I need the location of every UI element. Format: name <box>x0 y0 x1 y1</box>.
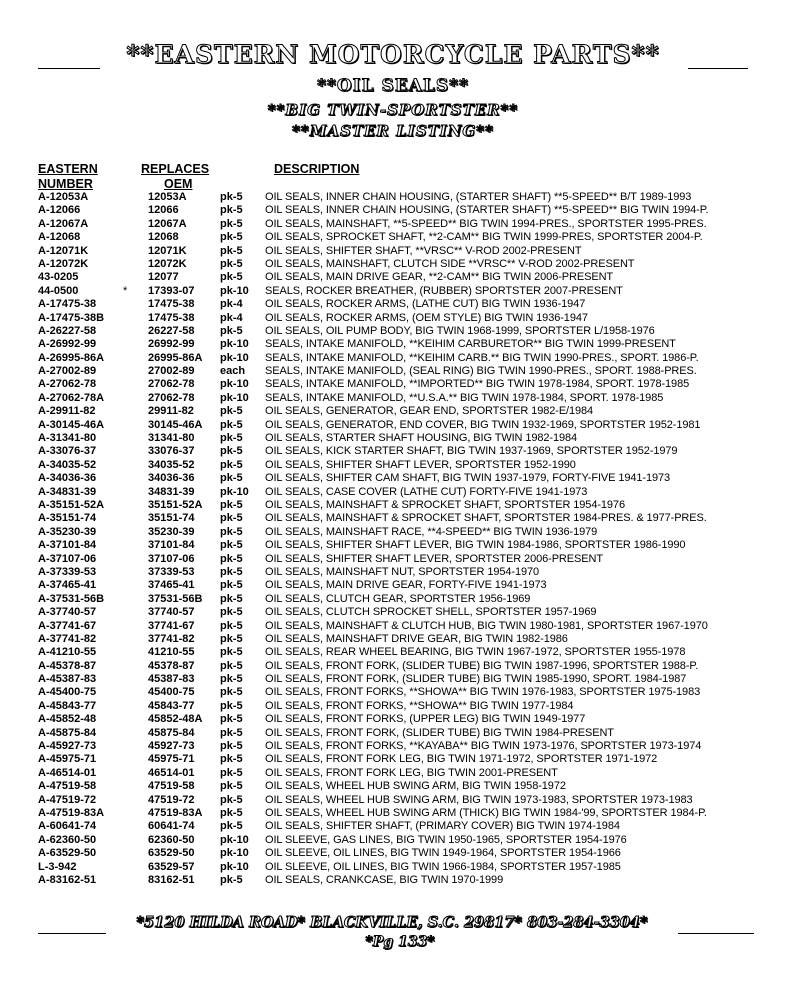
description-cell: OIL SEALS, MAINSHAFT, **5-SPEED** BIG TWIN 1994-PRES., SPORTSTER 1995-PRES. <box>265 217 707 230</box>
description-cell: OIL SEALS, CRANKCASE, BIG TWIN 1970-1999 <box>265 873 504 886</box>
description-cell: OIL SEALS, REAR WHEEL BEARING, BIG TWIN 1967-1972, SPORTSTER 1955-1978 <box>265 646 686 659</box>
eastern-number-cell: A-34831-39 <box>38 485 97 498</box>
pack-size-cell: pk-5 <box>220 445 243 458</box>
eastern-number-cell: A-37741-82 <box>38 632 97 645</box>
description-cell: OIL SEALS, FRONT FORKS, **KAYABA** BIG TWIN 1973-1976, SPORTSTER 1973-1974 <box>265 740 702 753</box>
eastern-number-cell: A-37107-06 <box>38 552 97 565</box>
oem-number-cell: 37101-84 <box>148 539 195 552</box>
eastern-number-cell: A-27002-89 <box>38 365 97 378</box>
pack-size-cell: pk-5 <box>220 498 243 511</box>
pack-size-cell: pk-10 <box>220 351 249 364</box>
oem-number-cell: 26227-58 <box>148 324 195 337</box>
table-row <box>38 271 798 284</box>
oem-number-cell: 30145-46A <box>148 418 203 431</box>
oem-number-cell: 35151-52A <box>148 498 203 511</box>
table-row <box>38 285 798 298</box>
pack-size-cell: pk-5 <box>220 793 243 806</box>
description-cell: OIL SEALS, SHIFTER SHAFT, **VRSC** V-ROD 2002-PRESENT <box>265 244 582 257</box>
eastern-number-cell: A-37465-41 <box>38 579 97 592</box>
table-row <box>38 378 798 391</box>
table-row <box>38 258 798 271</box>
description-cell: OIL SEALS, FRONT FORK, (SLIDER TUBE) BIG TWIN 1987-1996, SPORTSTER 1988-P. <box>265 659 699 672</box>
eastern-number-cell: A-35151-52A <box>38 498 105 511</box>
oem-number-cell: 17393-07 <box>148 284 195 297</box>
eastern-number-cell: A-35230-39 <box>38 525 97 538</box>
pack-size-cell: pk-5 <box>220 806 243 819</box>
pack-size-cell: pk-5 <box>220 432 243 445</box>
pack-size-cell: pk-5 <box>220 699 243 712</box>
eastern-number-cell: A-34036-36 <box>38 472 97 485</box>
description-cell: OIL SLEEVE, GAS LINES, BIG TWIN 1950-1965, SPORTSTER 1954-1976 <box>265 833 627 846</box>
oem-number-cell: 37740-57 <box>148 606 195 619</box>
pack-size-cell: pk-5 <box>220 686 243 699</box>
pack-size-cell: pk-10 <box>220 391 249 404</box>
table-row <box>38 686 798 699</box>
eastern-number-cell: A-45927-73 <box>38 740 97 753</box>
eastern-number-cell: A-45387-83 <box>38 673 97 686</box>
description-cell: OIL SEALS, MAINSHAFT RACE, **4-SPEED** BIG TWIN 1936-1979 <box>265 525 598 538</box>
table-row <box>38 325 798 338</box>
description-cell: OIL SEALS, GENERATOR, END COVER, BIG TWIN 1932-1969, SPORTSTER 1952-1981 <box>265 418 701 431</box>
table-row <box>38 633 798 646</box>
footer-rule-right <box>678 933 754 934</box>
pack-size-cell: pk-5 <box>220 472 243 485</box>
table-row <box>38 392 798 405</box>
description-cell: OIL SEALS, MAINSHAFT & CLUTCH HUB, BIG TWIN 1980-1981, SPORTSTER 1967-1970 <box>265 619 708 632</box>
description-cell: OIL SEALS, ROCKER ARMS, (OEM STYLE) BIG TWIN 1936-1947 <box>265 311 588 324</box>
description-cell: SEALS, INTAKE MANIFOLD, (SEAL RING) BIG TWIN 1990-PRES., SPORT. 1988-PRES. <box>265 365 697 378</box>
eastern-number-cell: A-12066 <box>38 204 81 217</box>
description-cell: OIL SEALS, GENERATOR, GEAR END, SPORTSTER 1982-E/1984 <box>265 405 594 418</box>
eastern-number-cell: A-33076-37 <box>38 445 97 458</box>
oem-number-cell: 12053A <box>148 191 187 203</box>
table-row <box>38 606 798 619</box>
oem-number-cell: 46514-01 <box>148 766 195 779</box>
oem-number-cell: 34035-52 <box>148 458 195 471</box>
pack-size-cell: pk-5 <box>220 418 243 431</box>
table-row <box>38 780 798 793</box>
description-cell: OIL SEALS, MAINSHAFT DRIVE GEAR, BIG TWIN 1982-1986 <box>265 632 568 645</box>
table-row <box>38 794 798 807</box>
pack-size-cell: pk-5 <box>220 673 243 686</box>
pack-size-cell: pk-5 <box>220 191 243 203</box>
eastern-number-cell: A-45975-71 <box>38 753 97 766</box>
pack-size-cell: pk-5 <box>220 726 243 739</box>
table-row <box>38 740 798 753</box>
column-header-eastern: EASTERN <box>38 162 98 176</box>
eastern-number-cell: A-60641-74 <box>38 820 97 833</box>
eastern-number-cell: A-17475-38B <box>38 311 105 324</box>
eastern-number-cell: A-45852-48 <box>38 713 97 726</box>
eastern-number-cell: A-45875-84 <box>38 726 97 739</box>
oem-number-cell: 62360-50 <box>148 833 195 846</box>
eastern-number-cell: A-47519-83A <box>38 806 105 819</box>
oem-number-cell: 45875-84 <box>148 726 195 739</box>
pack-size-cell: pk-5 <box>220 753 243 766</box>
eastern-number-cell: A-37741-67 <box>38 619 97 632</box>
table-row <box>38 486 798 499</box>
description-cell: SEALS, ROCKER BREATHER, (RUBBER) SPORTSTER 2007-PRESENT <box>265 284 623 297</box>
oem-number-cell: 17475-38 <box>148 298 195 311</box>
pack-size-cell: pk-10 <box>220 833 249 846</box>
eastern-number-cell: A-37531-56B <box>38 592 105 605</box>
pack-size-cell: pk-5 <box>220 512 243 525</box>
description-cell: OIL SEALS, FRONT FORKS, (UPPER LEG) BIG TWIN 1949-1977 <box>265 713 586 726</box>
table-row <box>38 820 798 833</box>
description-cell: OIL SEALS, MAINSHAFT NUT, SPORTSTER 1954-1970 <box>265 565 540 578</box>
page-subtitle-big-twin: **BIG TWIN-SPORTSTER** <box>267 101 519 119</box>
eastern-number-cell: A-12067A <box>38 217 89 230</box>
pack-size-cell: pk-10 <box>220 485 249 498</box>
table-row <box>38 620 798 633</box>
description-cell: SEALS, INTAKE MANIFOLD, **IMPORTED** BIG TWIN 1978-1984, SPORT. 1978-1985 <box>265 378 690 391</box>
oem-number-cell: 37339-53 <box>148 565 195 578</box>
table-row <box>38 834 798 847</box>
oem-number-cell: 26992-99 <box>148 338 195 351</box>
table-row <box>38 727 798 740</box>
oem-number-cell: 45387-83 <box>148 673 195 686</box>
description-cell: SEALS, INTAKE MANIFOLD, **KEIHIM CARBURETOR** BIG TWIN 1999-PRESENT <box>265 338 676 351</box>
column-header-description: DESCRIPTION <box>274 162 360 176</box>
pack-size-cell: pk-5 <box>220 458 243 471</box>
table-row <box>38 593 798 606</box>
pack-size-cell: pk-5 <box>220 244 243 257</box>
oem-number-cell: 37531-56B <box>148 592 203 605</box>
pack-size-cell: pk-5 <box>220 873 243 886</box>
pack-size-cell: pk-5 <box>220 217 243 230</box>
table-row <box>38 807 798 820</box>
pack-size-cell: pk-5 <box>220 632 243 645</box>
oem-number-cell: 45927-73 <box>148 740 195 753</box>
oem-number-cell: 27002-89 <box>148 365 195 378</box>
eastern-number-cell: A-29911-82 <box>38 405 96 418</box>
pack-size-cell: pk-10 <box>220 847 249 860</box>
eastern-number-cell: A-35151-74 <box>38 512 97 525</box>
oem-number-cell: 83162-51 <box>148 873 195 886</box>
footer-address: *5120 HILDA ROAD* BLACKVILLE, S.C. 29817* 803-284-3304* <box>136 914 648 931</box>
table-row <box>38 553 798 566</box>
oem-number-cell: 47519-58 <box>148 780 195 793</box>
oem-number-cell: 27062-78 <box>148 391 195 404</box>
oem-number-cell: 41210-55 <box>148 646 195 659</box>
page-subtitle-oil-seals: **OIL SEALS** <box>317 76 469 96</box>
oem-number-cell: 37741-82 <box>148 632 195 645</box>
description-cell: OIL SEALS, INNER CHAIN HOUSING, (STARTER SHAFT) **5-SPEED** BIG TWIN 1994-P. <box>265 204 709 217</box>
table-row <box>38 445 798 458</box>
pack-size-cell: pk-10 <box>220 338 249 351</box>
eastern-number-cell: A-41210-55 <box>38 646 97 659</box>
pack-size-cell: pk-5 <box>220 525 243 538</box>
description-cell: SEALS, INTAKE MANIFOLD, **KEIHIM CARB.** BIG TWIN 1990-PRES., SPORT. 1986-P. <box>265 351 699 364</box>
pack-size-cell: pk-5 <box>220 539 243 552</box>
pack-size-cell: pk-5 <box>220 780 243 793</box>
eastern-number-cell: A-31341-80 <box>38 432 97 445</box>
oem-number-cell: 63529-50 <box>148 847 195 860</box>
description-cell: OIL SLEEVE, OIL LINES, BIG TWIN 1949-1964, SPORTSTER 1954-1966 <box>265 847 621 860</box>
description-cell: OIL SEALS, MAIN DRIVE GEAR, **2-CAM** BIG TWIN 2006-PRESENT <box>265 271 614 284</box>
eastern-number-cell: A-46514-01 <box>38 766 97 779</box>
oem-number-cell: 37107-06 <box>148 552 195 565</box>
table-row <box>38 673 798 686</box>
eastern-number-cell: A-12071K <box>38 244 89 257</box>
oem-number-cell: 34831-39 <box>148 485 195 498</box>
description-cell: OIL SEALS, FRONT FORKS, **SHOWA** BIG TWIN 1976-1983, SPORTSTER 1975-1983 <box>265 686 701 699</box>
table-row <box>38 245 798 258</box>
table-row <box>38 579 798 592</box>
oem-number-cell: 37465-41 <box>148 579 195 592</box>
eastern-number-cell: A-17475-38 <box>38 298 97 311</box>
eastern-number-cell: A-12053A <box>38 191 89 203</box>
table-row <box>38 338 798 351</box>
table-row <box>38 700 798 713</box>
table-row <box>38 405 798 418</box>
table-row <box>38 499 798 512</box>
table-row <box>38 312 798 325</box>
table-row <box>38 847 798 860</box>
eastern-number-cell: A-63529-50 <box>38 847 97 860</box>
description-cell: OIL SEALS, INNER CHAIN HOUSING, (STARTER SHAFT) **5-SPEED** B/T 1989-1993 <box>265 191 692 203</box>
pack-size-cell: pk-5 <box>220 552 243 565</box>
table-row <box>38 191 798 204</box>
eastern-number-cell: L-3-942 <box>38 860 77 873</box>
table-row <box>38 861 798 874</box>
pack-size-cell: pk-5 <box>220 405 243 418</box>
oem-number-cell: 27062-78 <box>148 378 195 391</box>
pack-size-cell: pk-10 <box>220 860 249 873</box>
description-cell: OIL SEALS, MAINSHAFT, CLUTCH SIDE **VRSC** V-ROD 2002-PRESENT <box>265 257 635 270</box>
oem-number-cell: 29911-82 <box>148 405 194 418</box>
pack-size-cell: pk-5 <box>220 324 243 337</box>
table-row <box>38 298 798 311</box>
pack-size-cell: pk-5 <box>220 592 243 605</box>
pack-size-cell: pk-5 <box>220 579 243 592</box>
pack-size-cell: pk-5 <box>220 820 243 833</box>
pack-size-cell: pk-5 <box>220 659 243 672</box>
oem-number-cell: 37741-67 <box>148 619 195 632</box>
oem-number-cell: 45975-71 <box>148 753 195 766</box>
description-cell: OIL SEALS, FRONT FORK LEG, BIG TWIN 2001-PRESENT <box>265 766 558 779</box>
eastern-number-cell: A-83162-51 <box>38 873 97 886</box>
oem-number-cell: 45852-48A <box>148 713 203 726</box>
oem-number-cell: 45843-77 <box>148 699 195 712</box>
oem-number-cell: 63529-57 <box>148 860 195 873</box>
table-row <box>38 874 798 887</box>
column-header-number: NUMBER <box>38 177 93 191</box>
marker-cell: * <box>123 284 128 297</box>
pack-size-cell: pk-5 <box>220 619 243 632</box>
table-row <box>38 646 798 659</box>
oem-number-cell: 12066 <box>148 204 179 217</box>
oem-number-cell: 12072K <box>148 257 187 270</box>
description-cell: OIL SEALS, MAINSHAFT & SPROCKET SHAFT, SPORTSTER 1954-1976 <box>265 498 625 511</box>
description-cell: OIL SEALS, SHIFTER SHAFT LEVER, SPORTSTER 1952-1990 <box>265 458 576 471</box>
oem-number-cell: 12067A <box>148 217 187 230</box>
parts-table <box>38 191 798 887</box>
description-cell: OIL SEALS, MAINSHAFT & SPROCKET SHAFT, SPORTSTER 1984-PRES. & 1977-PRES. <box>265 512 707 525</box>
description-cell: OIL SEALS, SPROCKET SHAFT, **2-CAM** BIG TWIN 1999-PRES, SPORTSTER 2004-P. <box>265 231 703 244</box>
column-header-oem: OEM <box>164 177 193 191</box>
eastern-number-cell: A-45843-77 <box>38 699 97 712</box>
oem-number-cell: 60641-74 <box>148 820 195 833</box>
description-cell: OIL SEALS, WHEEL HUB SWING ARM, BIG TWIN 1973-1983, SPORTSTER 1973-1983 <box>265 793 693 806</box>
description-cell: SEALS, INTAKE MANIFOLD, **U.S.A.** BIG TWIN 1978-1984, SPORT. 1978-1985 <box>265 391 664 404</box>
footer-page-number: *Pg 133* <box>365 934 435 950</box>
description-cell: OIL SEALS, CLUTCH SPROCKET SHELL, SPORTSTER 1957-1969 <box>265 606 597 619</box>
description-cell: OIL SEALS, WHEEL HUB SWING ARM, BIG TWIN 1958-1972 <box>265 780 566 793</box>
pack-size-cell: pk-5 <box>220 257 243 270</box>
description-cell: OIL SEALS, FRONT FORK LEG, BIG TWIN 1971-1972, SPORTSTER 1971-1972 <box>265 753 658 766</box>
description-cell: OIL SEALS, SHIFTER CAM SHAFT, BIG TWIN 1937-1979, FORTY-FIVE 1941-1973 <box>265 472 671 485</box>
oem-number-cell: 12071K <box>148 244 187 257</box>
pack-size-cell: pk-4 <box>220 298 243 311</box>
oem-number-cell: 12068 <box>148 231 179 244</box>
table-row <box>38 512 798 525</box>
eastern-number-cell: A-47519-58 <box>38 780 97 793</box>
table-row <box>38 204 798 217</box>
pack-size-cell: pk-10 <box>220 284 249 297</box>
eastern-number-cell: 44-0500 <box>38 284 79 297</box>
pack-size-cell: pk-5 <box>220 766 243 779</box>
table-row <box>38 713 798 726</box>
pack-size-cell: pk-5 <box>220 565 243 578</box>
description-cell: OIL SEALS, ROCKER ARMS, (LATHE CUT) BIG TWIN 1936-1947 <box>265 298 586 311</box>
description-cell: OIL SLEEVE, OIL LINES, BIG TWIN 1966-1984, SPORTSTER 1957-1985 <box>265 860 621 873</box>
table-row <box>38 539 798 552</box>
eastern-number-cell: A-30145-46A <box>38 418 105 431</box>
eastern-number-cell: A-37740-57 <box>38 606 97 619</box>
pack-size-cell: pk-5 <box>220 646 243 659</box>
oem-number-cell: 47519-72 <box>148 793 195 806</box>
table-row <box>38 660 798 673</box>
table-row <box>38 365 798 378</box>
eastern-number-cell: A-27062-78A <box>38 391 105 404</box>
oem-number-cell: 31341-80 <box>148 432 195 445</box>
pack-size-cell: pk-5 <box>220 231 243 244</box>
description-cell: OIL SEALS, MAIN DRIVE GEAR, FORTY-FIVE 1941-1973 <box>265 579 547 592</box>
eastern-number-cell: A-37339-53 <box>38 565 97 578</box>
description-cell: OIL SEALS, SHIFTER SHAFT LEVER, SPORTSTER 2006-PRESENT <box>265 552 603 565</box>
eastern-number-cell: A-34035-52 <box>38 458 97 471</box>
oem-number-cell: 34036-36 <box>148 472 195 485</box>
column-header-replaces: REPLACES <box>141 162 210 176</box>
description-cell: OIL SEALS, SHIFTER SHAFT, (PRIMARY COVER) BIG TWIN 1974-1984 <box>265 820 620 833</box>
pack-size-cell: pk-10 <box>220 378 249 391</box>
eastern-number-cell: A-26227-58 <box>38 324 97 337</box>
table-row <box>38 432 798 445</box>
oem-number-cell: 26995-86A <box>148 351 203 364</box>
eastern-number-cell: A-27062-78 <box>38 378 97 391</box>
pack-size-cell: pk-5 <box>220 271 243 284</box>
pack-size-cell: each <box>220 365 246 378</box>
oem-number-cell: 45378-87 <box>148 659 195 672</box>
oem-number-cell: 17475-38 <box>148 311 195 324</box>
eastern-number-cell: A-12068 <box>38 231 81 244</box>
oem-number-cell: 35230-39 <box>148 525 195 538</box>
table-row <box>38 459 798 472</box>
oem-number-cell: 12077 <box>148 271 179 284</box>
eastern-number-cell: A-62360-50 <box>38 833 97 846</box>
description-cell: OIL SEALS, SHIFTER SHAFT LEVER, BIG TWIN 1984-1986, SPORTSTER 1986-1990 <box>265 539 686 552</box>
description-cell: OIL SEALS, WHEEL HUB SWING ARM (THICK) BIG TWIN 1984-'99, SPORTSTER 1984-P. <box>265 806 707 819</box>
description-cell: OIL SEALS, KICK STARTER SHAFT, BIG TWIN 1937-1969, SPORTSTER 1952-1979 <box>265 445 678 458</box>
table-row <box>38 352 798 365</box>
table-row <box>38 767 798 780</box>
page-title: **EASTERN MOTORCYCLE PARTS** <box>126 40 660 69</box>
eastern-number-cell: A-47519-72 <box>38 793 97 806</box>
pack-size-cell: pk-5 <box>220 740 243 753</box>
table-row <box>38 753 798 766</box>
oem-number-cell: 45400-75 <box>148 686 195 699</box>
description-cell: OIL SEALS, FRONT FORK, (SLIDER TUBE) BIG TWIN 1985-1990, SPORT. 1984-1987 <box>265 673 687 686</box>
eastern-number-cell: A-37101-84 <box>38 539 97 552</box>
description-cell: OIL SEALS, CASE COVER (LATHE CUT) FORTY-FIVE 1941-1973 <box>265 485 588 498</box>
eastern-number-cell: A-45400-75 <box>38 686 97 699</box>
table-row <box>38 218 798 231</box>
pack-size-cell: pk-5 <box>220 713 243 726</box>
pack-size-cell: pk-5 <box>220 606 243 619</box>
eastern-number-cell: A-45378-87 <box>38 659 97 672</box>
pack-size-cell: pk-5 <box>220 204 243 217</box>
table-row <box>38 472 798 485</box>
footer-rule-left <box>38 933 106 934</box>
oem-number-cell: 35151-74 <box>148 512 195 525</box>
eastern-number-cell: A-12072K <box>38 257 89 270</box>
eastern-number-cell: A-26995-86A <box>38 351 105 364</box>
description-cell: OIL SEALS, STARTER SHAFT HOUSING, BIG TWIN 1982-1984 <box>265 432 578 445</box>
description-cell: OIL SEALS, FRONT FORK, (SLIDER TUBE) BIG TWIN 1984-PRESENT <box>265 726 614 739</box>
table-row <box>38 419 798 432</box>
table-row <box>38 231 798 244</box>
oem-number-cell: 47519-83A <box>148 806 203 819</box>
page-subtitle-master-listing: **MASTER LISTING** <box>292 122 494 140</box>
table-row <box>38 526 798 539</box>
table-row <box>38 566 798 579</box>
eastern-number-cell: A-26992-99 <box>38 338 97 351</box>
description-cell: OIL SEALS, FRONT FORKS, **SHOWA** BIG TWIN 1977-1984 <box>265 699 574 712</box>
pack-size-cell: pk-4 <box>220 311 243 324</box>
description-cell: OIL SEALS, OIL PUMP BODY, BIG TWIN 1968-1999, SPORTSTER L/1958-1976 <box>265 324 655 337</box>
description-cell: OIL SEALS, CLUTCH GEAR, SPORTSTER 1956-1969 <box>265 592 531 605</box>
eastern-number-cell: 43-0205 <box>38 271 79 284</box>
oem-number-cell: 33076-37 <box>148 445 195 458</box>
